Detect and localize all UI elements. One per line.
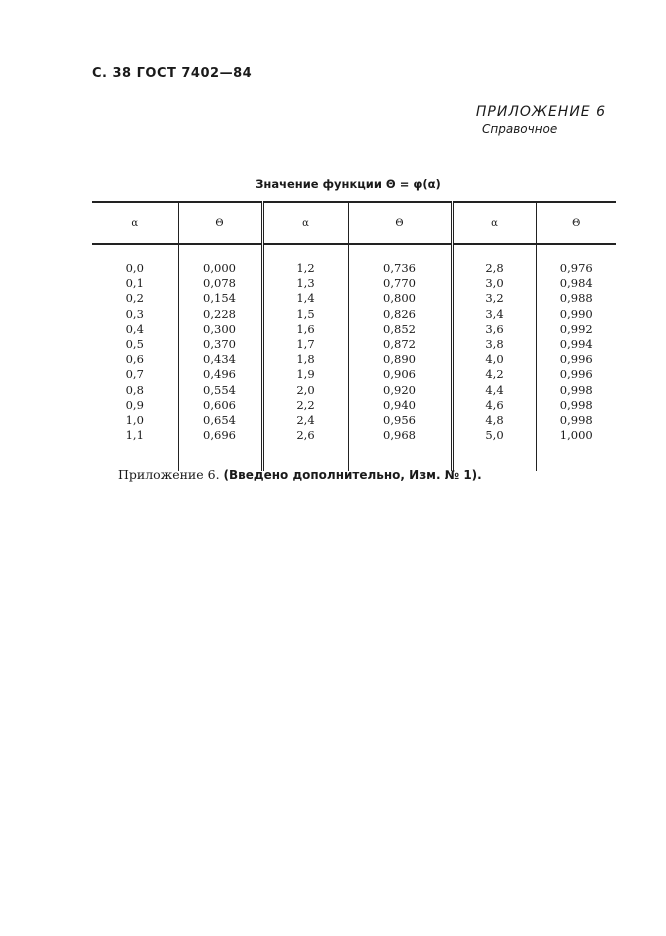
theta-cell: 0,000 <box>178 244 262 276</box>
alpha-cell: 1,9 <box>262 367 348 382</box>
theta-cell: 0,696 <box>178 428 262 443</box>
theta-cell: 0,988 <box>536 291 616 306</box>
theta-cell: 0,826 <box>348 307 452 322</box>
alpha-cell: 0,1 <box>125 276 144 291</box>
theta-cell: 0,606 <box>178 398 262 413</box>
alpha-cell: 5,0 <box>452 428 536 443</box>
alpha-cell: 2,0 <box>262 383 348 398</box>
alpha-cell: 0,5 <box>125 337 144 352</box>
alpha-cell: 1,7 <box>262 337 348 352</box>
alpha-cell: 1,4 <box>262 291 348 306</box>
theta-cell: 0,872 <box>348 337 452 352</box>
appendix-subtitle: Справочное <box>482 122 558 136</box>
theta-cell: 0,990 <box>536 307 616 322</box>
alpha-cell: 1,2 <box>262 244 348 276</box>
alpha-cell: 0,2 <box>125 291 144 306</box>
theta-cell: 0,890 <box>348 352 452 367</box>
theta-cell: 0,078 <box>178 276 262 291</box>
alpha-cell: 3,4 <box>452 307 536 322</box>
table-row <box>92 291 616 306</box>
alpha-cell: 0,3 <box>125 306 144 321</box>
alpha-cell: 0,4 <box>125 321 144 336</box>
appendix-title: ПРИЛОЖЕНИЕ 6 <box>475 104 606 120</box>
footnote-amendment: (Введено дополнительно, Изм. № 1). <box>223 468 482 482</box>
theta-cell: 0,496 <box>178 367 262 382</box>
theta-cell: 0,998 <box>536 398 616 413</box>
column-header-theta: Θ <box>348 202 452 244</box>
alpha-cell: 1,6 <box>262 322 348 337</box>
page-header: С. 38 ГОСТ 7402—84 <box>92 66 253 81</box>
alpha-cell: 0,8 <box>125 382 144 397</box>
theta-cell: 0,154 <box>178 291 262 306</box>
theta-cell: 0,968 <box>348 428 452 443</box>
alpha-cell: 4,0 <box>452 352 536 367</box>
theta-cell: 0,996 <box>536 367 616 382</box>
table-row <box>92 337 616 352</box>
footnote <box>118 467 482 482</box>
empty-cell <box>536 443 616 471</box>
alpha-cell: 0,7 <box>125 367 144 382</box>
table-body <box>92 244 616 471</box>
table-row <box>92 367 616 382</box>
alpha-cell: 1,8 <box>262 352 348 367</box>
alpha-cell: 3,6 <box>452 322 536 337</box>
theta-cell: 0,984 <box>536 276 616 291</box>
alpha-cell: 4,4 <box>452 383 536 398</box>
theta-cell: 0,800 <box>348 291 452 306</box>
column-header-theta: Θ <box>178 202 262 244</box>
theta-cell: 0,998 <box>536 413 616 428</box>
table-row <box>92 276 616 291</box>
theta-cell: 0,554 <box>178 383 262 398</box>
alpha-cell: 0,9 <box>125 397 144 412</box>
table-row <box>92 383 616 398</box>
theta-cell: 0,992 <box>536 322 616 337</box>
theta-cell: 0,852 <box>348 322 452 337</box>
table-header-row <box>92 202 616 244</box>
theta-cell: 0,228 <box>178 307 262 322</box>
alpha-cell: 1,0 <box>125 413 144 428</box>
alpha-cell: 1,1 <box>125 428 144 443</box>
alpha-cell: 4,8 <box>452 413 536 428</box>
column-header-alpha: α <box>262 202 348 244</box>
alpha-cell: 4,2 <box>452 367 536 382</box>
theta-cell: 1,000 <box>536 428 616 443</box>
theta-cell: 0,736 <box>348 244 452 276</box>
values-table <box>92 201 616 471</box>
table-row <box>92 398 616 413</box>
theta-cell: 0,434 <box>178 352 262 367</box>
alpha-cell: 2,2 <box>262 398 348 413</box>
theta-cell: 0,956 <box>348 413 452 428</box>
footnote-label: Приложение 6. <box>118 467 220 482</box>
theta-cell: 0,654 <box>178 413 262 428</box>
alpha-cell: 0,6 <box>125 352 144 367</box>
alpha-cell: 1,3 <box>262 276 348 291</box>
theta-cell: 0,770 <box>348 276 452 291</box>
theta-cell: 0,998 <box>536 383 616 398</box>
table-row <box>92 307 616 322</box>
alpha-cell: 3,0 <box>452 276 536 291</box>
theta-cell: 0,300 <box>178 322 262 337</box>
table-row <box>92 428 616 443</box>
alpha-cell: 2,4 <box>262 413 348 428</box>
column-header-theta: Θ <box>536 202 616 244</box>
theta-cell: 0,370 <box>178 337 262 352</box>
theta-cell: 0,996 <box>536 352 616 367</box>
table-row <box>92 244 616 276</box>
alpha-cell: 3,2 <box>452 291 536 306</box>
theta-cell: 0,906 <box>348 367 452 382</box>
alpha-cell: 2,6 <box>262 428 348 443</box>
alpha-cell: 3,8 <box>452 337 536 352</box>
theta-cell: 0,994 <box>536 337 616 352</box>
alpha-cell: 0,0 <box>125 261 144 275</box>
theta-cell: 0,940 <box>348 398 452 413</box>
column-header-alpha: α <box>452 202 536 244</box>
alpha-cell: 4,6 <box>452 398 536 413</box>
table-row <box>92 413 616 428</box>
theta-cell: 0,976 <box>536 244 616 276</box>
table-row <box>92 352 616 367</box>
column-header-alpha: α <box>92 202 178 244</box>
table-caption: Значение функции Θ = φ(α) <box>255 177 441 191</box>
alpha-cell: 1,5 <box>262 307 348 322</box>
alpha-cell: 2,8 <box>452 244 536 276</box>
theta-cell: 0,920 <box>348 383 452 398</box>
table-row <box>92 322 616 337</box>
